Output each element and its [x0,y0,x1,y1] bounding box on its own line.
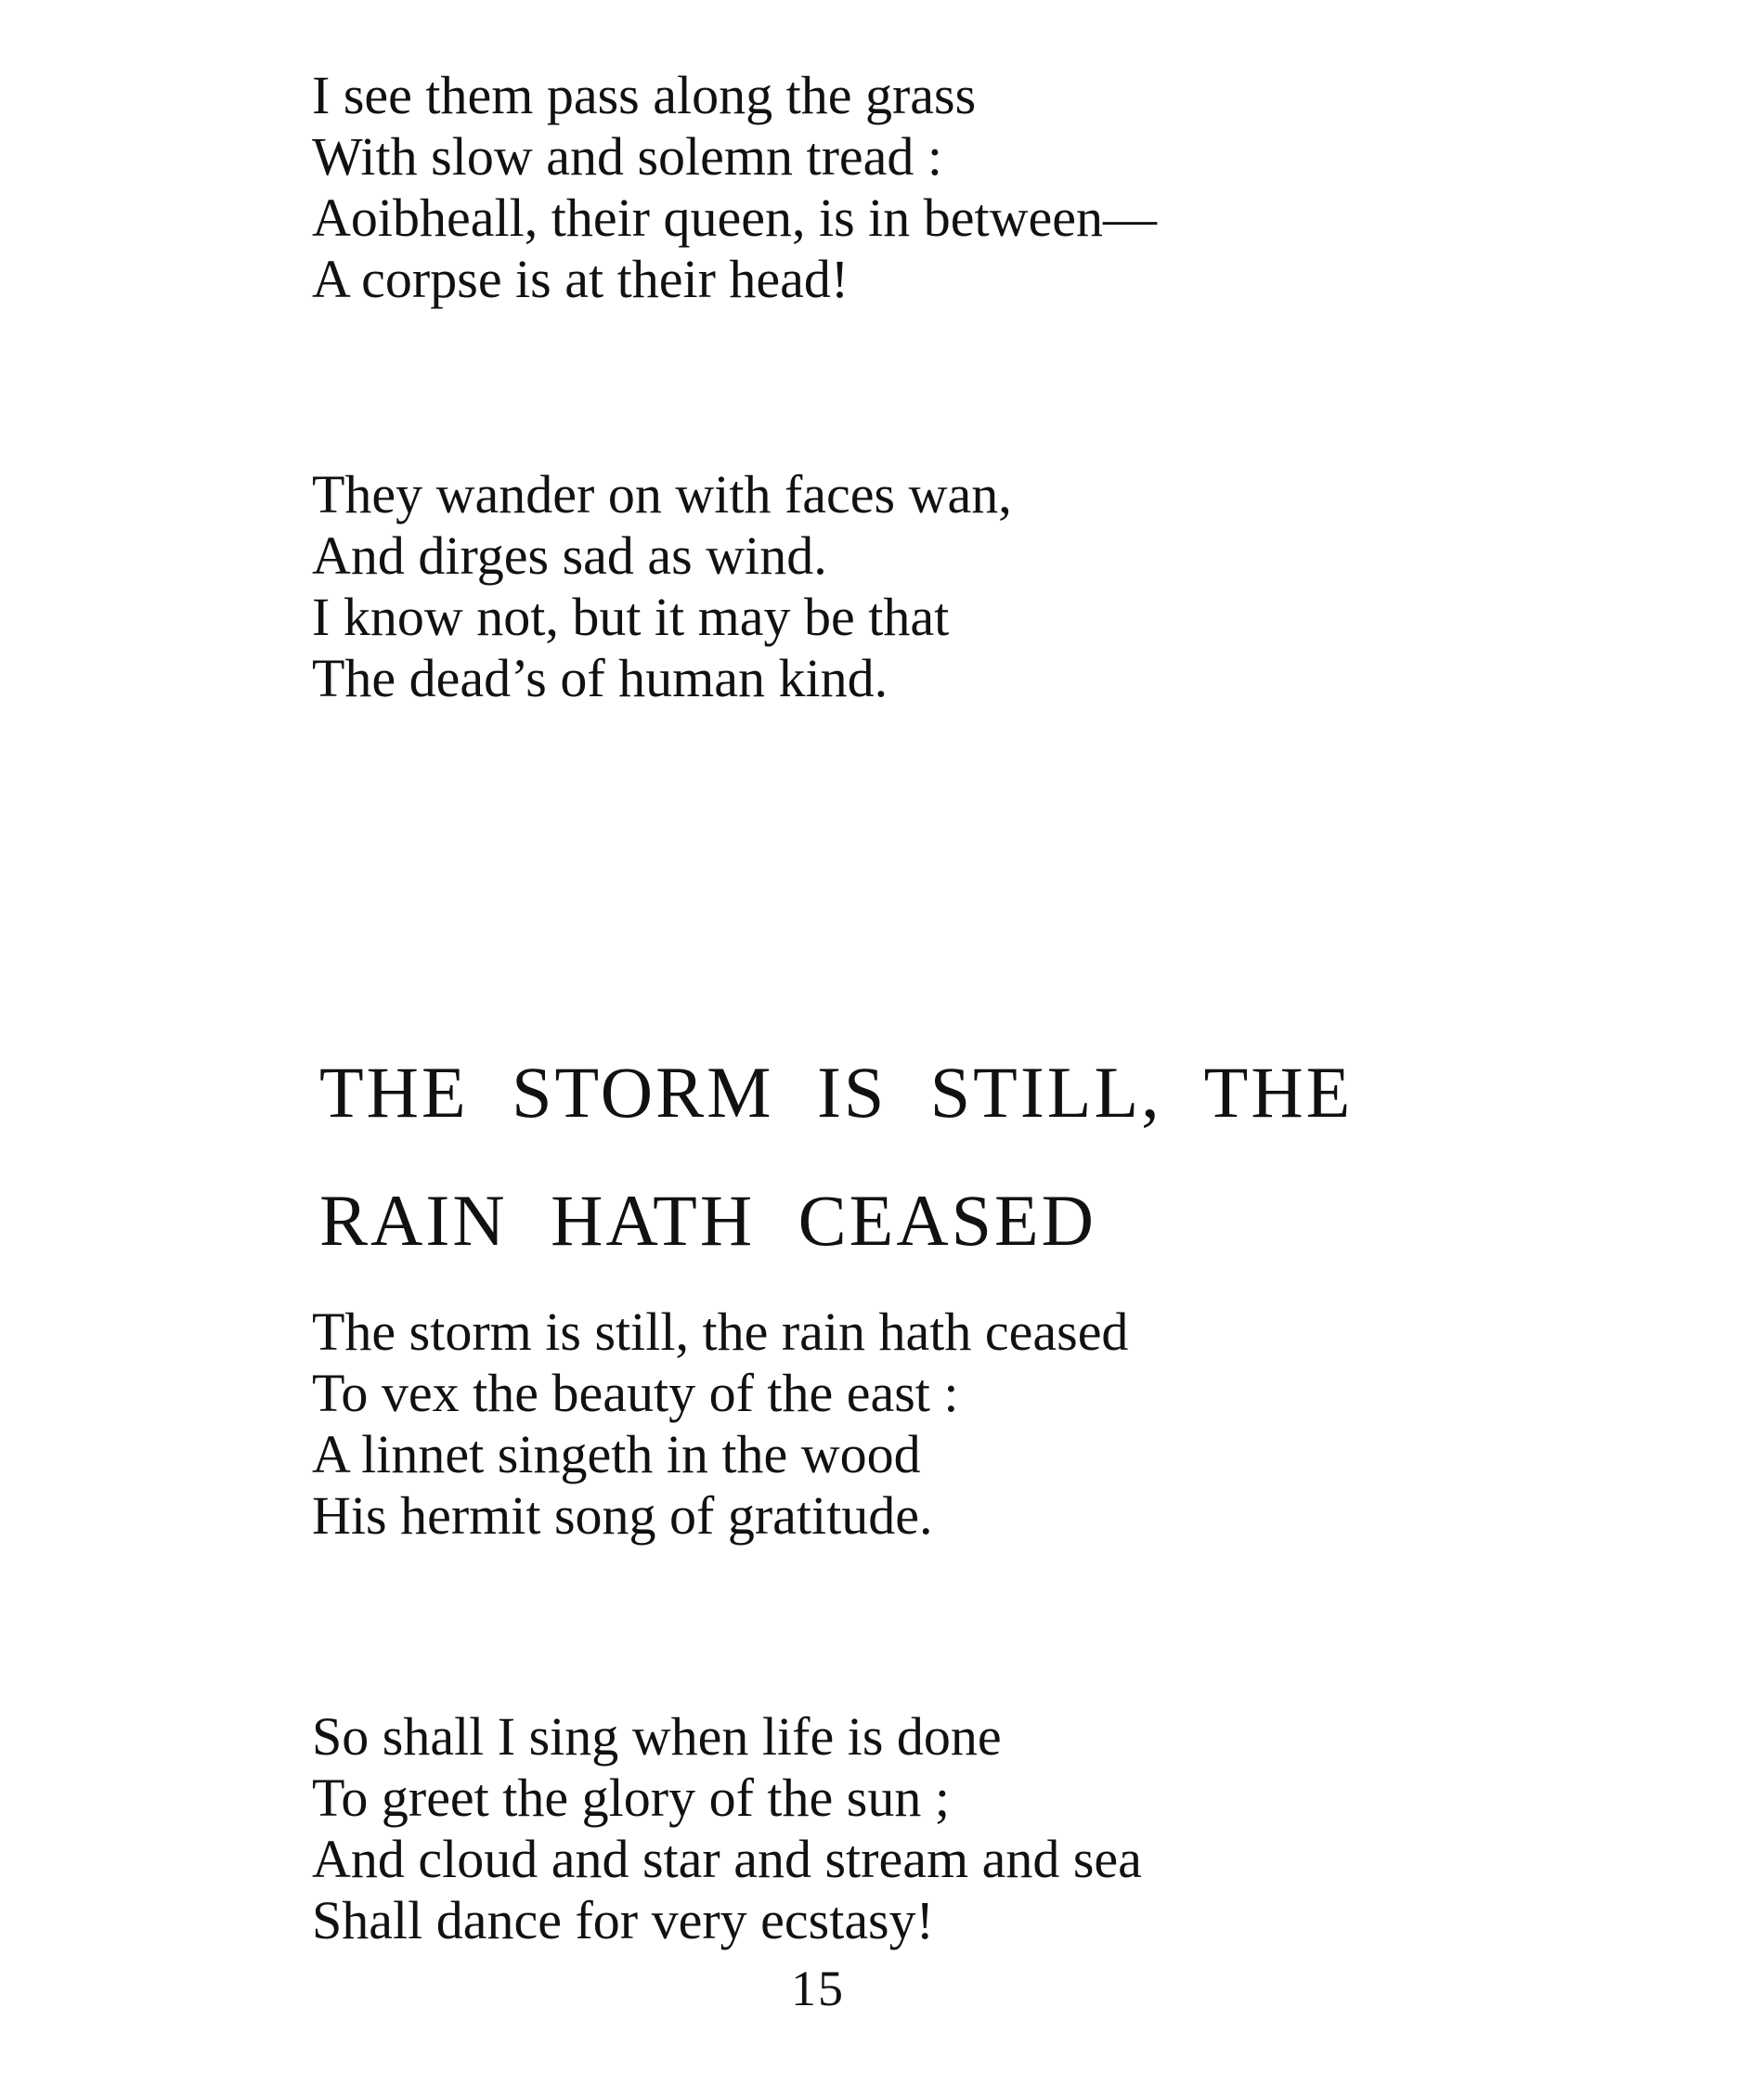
verse-line: To vex the beauty of the east : [312,1363,959,1423]
verse-line: With slow and solemn tread : [312,126,943,187]
verse-line: Shall dance for very ecstasy! [312,1890,934,1950]
poem-title-line: RAIN HATH CEASED [319,1180,1096,1261]
verse-line: Aoibheall, their queen, is in between— [312,188,1158,248]
previous-poem-stanza-1 [312,65,1157,310]
verse-line: The dead’s of human kind. [312,648,888,708]
poem-title-line: THE STORM IS STILL, THE [319,1052,1354,1133]
verse-line: A linnet singeth in the wood [312,1424,921,1484]
verse-line: To greet the glory of the sun ; [312,1768,950,1828]
verse-line: A corpse is at their head! [312,249,850,309]
poem-stanza-1 [312,1302,1128,1547]
verse-line: His hermit song of gratitude. [312,1485,933,1546]
verse-line: And cloud and star and stream and sea [312,1829,1142,1889]
verse-line: I know not, but it may be that [312,587,950,647]
verse-line: So shall I sing when life is done [312,1706,1002,1767]
verse-line: The storm is still, the rain hath ceased [312,1302,1129,1362]
poem-stanza-2 [312,1706,1142,1951]
page-number: 15 [791,1961,845,2016]
previous-poem-stanza-2 [312,464,1012,709]
verse-line: They wander on with faces wan, [312,464,1012,524]
poem-title [319,1029,1353,1285]
verse-line: I see them pass along the grass [312,65,977,125]
verse-line: And dirges sad as wind. [312,525,827,586]
